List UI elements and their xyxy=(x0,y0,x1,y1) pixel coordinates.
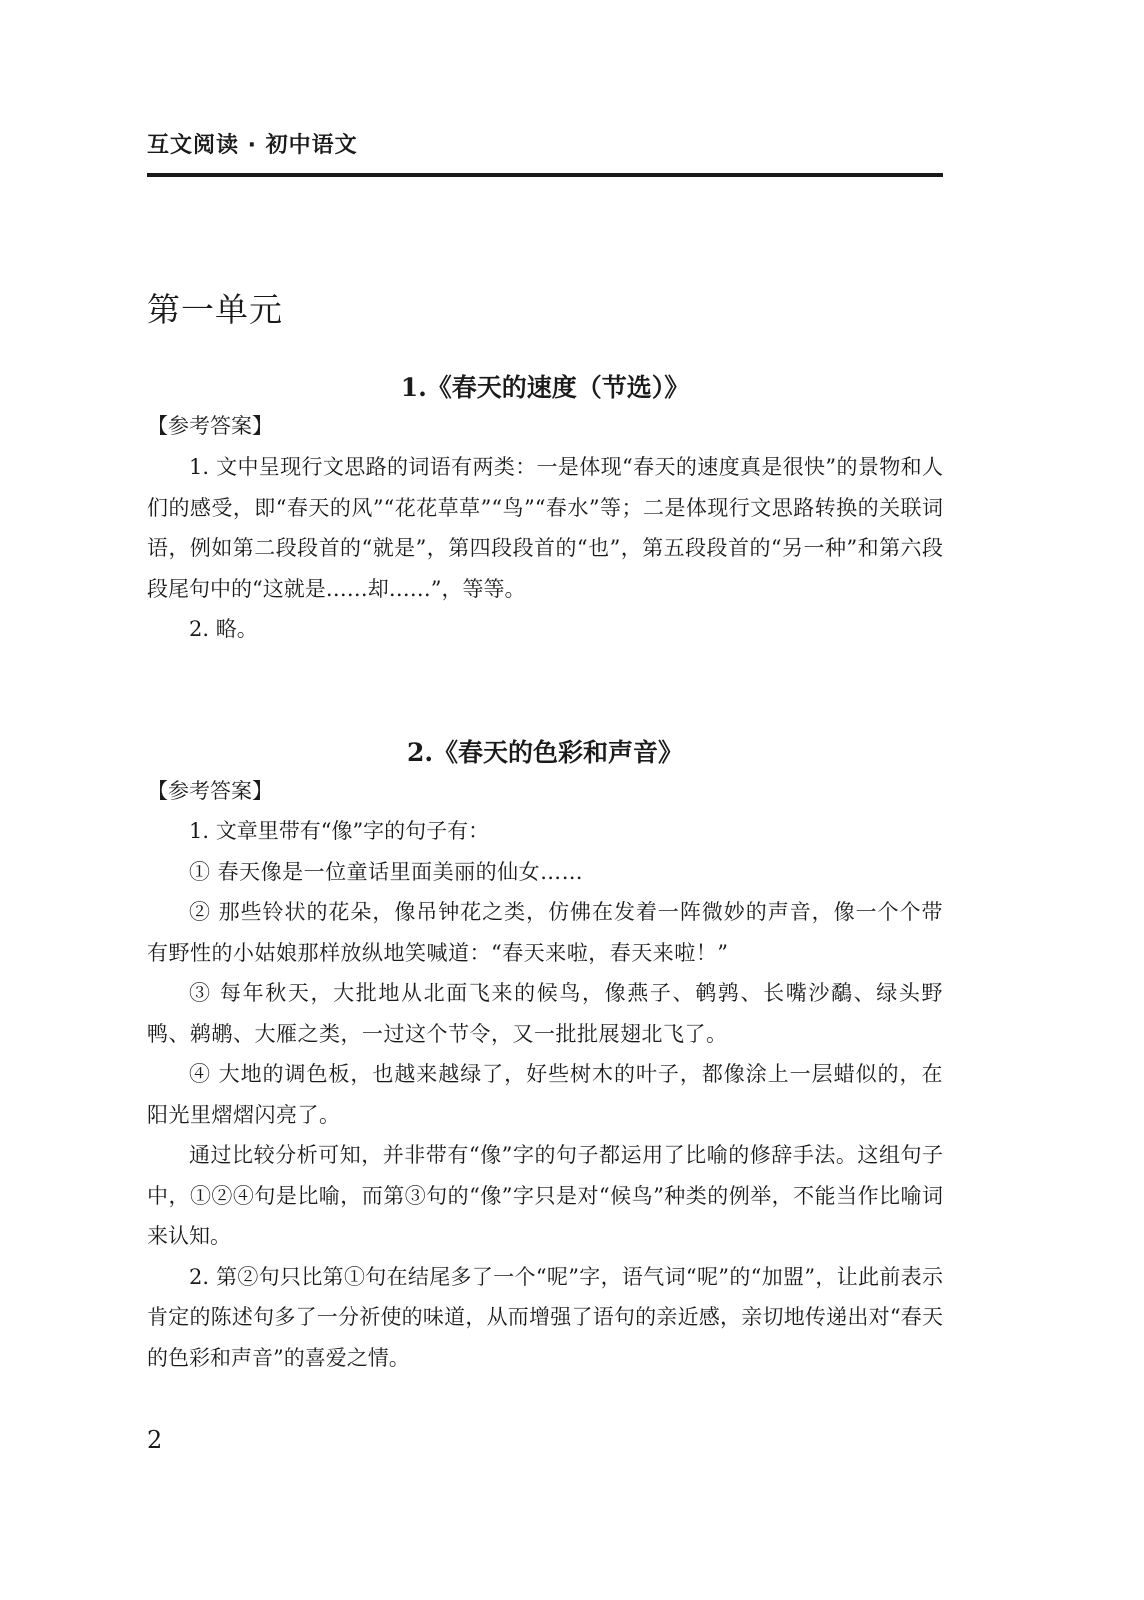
header-rule xyxy=(147,173,943,177)
paragraph: 通过比较分析可知，并非带有“像”字的句子都运用了比喻的修辞手法。这组句子中，①②④句是比喻，而第③句的“像”字只是对“候鸟”种类的例举，不能当作比喻词来认知。 xyxy=(147,1143,943,1248)
section-1-body xyxy=(147,447,943,650)
section-1-answer-label: 【参考答案】 xyxy=(147,414,273,438)
quote-item: ④ 大地的调色板，也越来越绿了，好些树木的叶子，都像涂上一层蜡似的，在阳光里熠熠闪亮了。 xyxy=(147,1062,943,1127)
quoted-sentences xyxy=(147,852,943,1136)
quote-item: ③ 每年秋天，大批地从北面飞来的候鸟，像燕子、鹌鹑、长嘴沙鷸、绿头野鸭、鹈鹕、大雁之类，一过这个节令，又一批批展翅北飞了。 xyxy=(147,981,943,1046)
quote-item: ② 那些铃状的花朵，像吊钟花之类，仿佛在发着一阵微妙的声音，像一个个带有野性的小姑娘那样放纵地笑喊道：“春天来啦，春天来啦！” xyxy=(147,900,943,965)
page-number: 2 xyxy=(147,1426,163,1454)
section-1-title: 1.《春天的速度（节选）》 xyxy=(400,373,690,402)
paragraph: 2. 第②句只比第①句在结尾多了一个“呢”字，语气词“呢”的“加盟”，让此前表示肯定的陈述句多了一分祈使的味道，从而增强了语句的亲近感，亲切地传递出对“春天的色彩和声音”的喜爱之情。 xyxy=(147,1264,943,1370)
running-header: 互文阅读 · 初中语文 xyxy=(147,133,358,158)
section-2-body xyxy=(147,811,943,1378)
paragraph: 2. 略。 xyxy=(189,617,258,641)
quote-item: ① 春天像是一位童话里面美丽的仙女…… xyxy=(189,859,584,884)
paragraph: 1. 文中呈现行文思路的词语有两类：一是体现“春天的速度真是很快”的景物和人们的感受，即“春天的风”“花花草草”“鸟”“春水”等；二是体现行文思路转换的关联词语，例如第二段段首的“就是”，第四段段首的“也”，第五段段首的“另一种”和第六段段尾句中的“这就是……却……”，等等。 xyxy=(147,455,943,601)
section-2-answer-label: 【参考答案】 xyxy=(147,779,273,803)
unit-title: 第一单元 xyxy=(147,290,283,329)
paragraph-intro: 1. 文章里带有“像”字的句子有： xyxy=(189,819,490,843)
section-2-title: 2.《春天的色彩和声音》 xyxy=(406,738,684,767)
